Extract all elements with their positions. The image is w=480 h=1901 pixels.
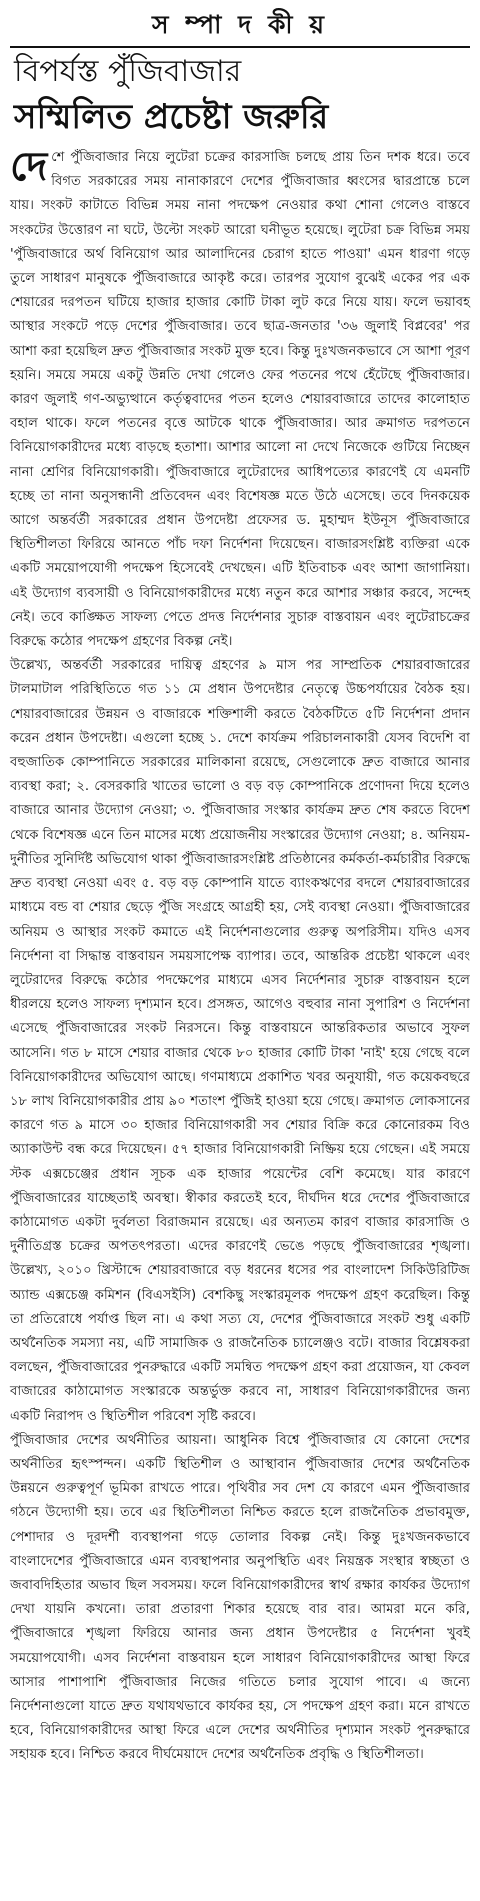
section-label: স ম্পা দ কী য়	[151, 10, 329, 39]
headline: সম্মিলিত প্রচেষ্টা জরুরি	[14, 97, 329, 137]
kicker: বিপর্যস্ত পুঁজিবাজার	[14, 54, 242, 89]
drop-cap: দে	[10, 144, 48, 190]
paragraph-3: পুঁজিবাজার দেশের অর্থনীতির আয়না। আধুনিক বিশ্বে পুঁজিবাজার যে কোনো দেশের অর্থনীতির হৃৎস্পন্দন। একটি স্থিতিশীল ও আস্থাবান পুঁজিবাজার দেশের অর্থনৈতিক উন্নয়নে গুরুত্বপূর্ণ ভূমিকা রাখতে পারে। পৃথিবীর সব দেশ যে কারণে এমন পুঁজিবাজার গঠনে উদ্যোগী হয়। তবে এর স্থিতিশীলতা নিশ্চিত করতে হলে রাজনৈতিক প্রভাবমুক্ত, পেশাদার ও দূরদর্শী ব্যবস্থাপনা গড়ে তোলার বিকল্প নেই। কিন্তু দুঃখজনকভাবে বাংলাদেশের পুঁজিবাজারে এমন ব্যবস্থাপনার অনুপস্থিতি এবং নিয়ন্ত্রক সংস্থার স্বচ্ছতা ও জবাবদিহিতার অভাব ছিল সবসময়। ফলে বিনিয়োগকারীদের স্বার্থ রক্ষার কার্যকর উদ্যোগ দেখা যায়নি কখনো। তারা প্রতারণা শিকার হয়েছে বার বার। আমরা মনে করি, পুঁজিবাজারে শৃঙ্খলা ফিরিয়ে আনার জন্য প্রধান উপদেষ্টার ৫ নির্দেশনা খুবই সময়োপযোগী। এসব নির্দেশনা বাস্তবায়ন হলে সাধারণ বিনিয়োগকারীদের আস্থা ফিরে আসার পাশাপাশি পুঁজিবাজার নিজের গতিতে চলার সুযোগ পাবে। এ জন্যে নির্দেশনাগুলো যাতে দ্রুত যথাযথভাবে কার্যকর হয়, সে পদক্ষেপ গ্রহণ করা। মনে রাখতে হবে, বিনিয়োগকারীদের আস্থা ফিরে এলে দেশের অর্থনীতির দৃশ্যমান সংকট পুনরুদ্ধারে সহায়ক হবে। নিশ্চিত করবে দীর্ঘমেয়াদে দেশের অর্থনৈতিক প্রবৃদ্ধি ও স্থিতিশীলতা।	[10, 1432, 470, 1763]
paragraph-1-text: শে পুঁজিবাজার নিয়ে লুটেরা চক্রের কারসাজি চলছে প্রায় তিন দশক ধরে। তবে বিগত সরকারের সময় নানাকারণে দেশের পুঁজিবাজার ধ্বংসের দ্বারপ্রান্তে চলে যায়। সংকট কাটাতে বিভিন্ন সময় নানা পদক্ষেপ নেওয়ার কথা শোনা গেলেও বাস্তবে সংকটের উত্তোরণ না ঘটে, উল্টো সংকট আরো ঘনীভূত হয়েছে। লুটেরা চক্র বিভিন্ন সময় 'পুঁজিবাজারে অর্থ বিনিয়োগ আর আলাদিনের চেরাগ হাতে পাওয়া' এমন ধারণা গড়ে তুলে সাধারণ মানুষকে পুঁজিবাজারে আকৃষ্ট করে। তারপর সুযোগ বুঝেই একের পর এক শেয়ারের দরপতন ঘটিয়ে হাজার হাজার কোটি টাকা লুট করে নিয়ে যায়। ফলে ভয়াবহ আস্থার সংকটে পড়ে দেশের পুঁজিবাজার। তবে ছাত্র-জনতার '৩৬ জুলাই বিপ্লবের' পর আশা করা হয়েছিল দ্রুত পুঁজিবাজার সংকট মুক্ত হবে। কিন্তু দুঃখজনকভাবে সে আশা পূরণ হয়নি। সময়ে সময়ে একটু উন্নতি দেখা গেলেও ফের পতনের পথে হেঁটেছে পুঁজিবাজার। কারণ জুলাই গণ-অভ্যুত্থানে কর্তৃত্ববাদের পতন হলেও শেয়ারবাজারে তাদের কালোহাত বহাল থাকে। ফলে পতনের বৃত্তে আটকে থাকে পুঁজিবাজার। আর ক্রমাগত দরপতনে বিনিয়োগকারীদের মধ্যে বাড়ছে হতাশা। আশার আলো না দেখে নিজেকে গুটিয়ে নিচ্ছেন নানা শ্রেণির বিনিয়োগকারী। পুঁজিবাজারে লুটেরাদের আধিপত্যের কারণেই যে এমনটি হচ্ছে তা নানা অনুসন্ধানী প্রতিবেদন এবং বিশেষজ্ঞ মতে উঠে এসেছে। তবে দিনকয়েক আগে অন্তর্বর্তী সরকারের প্রধান উপদেষ্টা প্রফেসর ড. মুহাম্মদ ইউনূস পুঁজিবাজারে স্থিতিশীলতা ফিরিয়ে আনতে পাঁচ দফা নির্দেশনা দিয়েছেন। বাজারসংশ্লিষ্ট ব্যক্তিরা একে একটি সময়োপযোগী পদক্ষেপ হিসেবেই দেখছেন। এটি ইতিবাচক এবং আশা জাগানিয়া। এই উদ্যোগ ব্যবসায়ী ও বিনিয়োগকারীদের মধ্যে নতুন করে আশার সঞ্চার করবে, সন্দেহ নেই। তবে কাঙ্ক্ষিত সাফল্য পেতে প্রদত্ত নির্দেশনার সুচারু বাস্তবায়ন এবং লুটেরাচক্রের বিরুদ্ধে কঠোর পদক্ষেপ গ্রহণের বিকল্প নেই।	[10, 150, 470, 650]
divider	[10, 46, 470, 48]
paragraph-1	[10, 146, 470, 654]
paragraph-2: উল্লেখ্য, অন্তর্বর্তী সরকারের দায়িত্ব গ্রহণের ৯ মাস পর সাম্প্রতিক শেয়ারবাজারের টালমাটাল পরিস্থিতিতে গত ১১ মে প্রধান উপদেষ্টার নেতৃত্বে উচ্চপর্যায়ের বৈঠক হয়। শেয়ারবাজারের উন্নয়ন ও বাজারকে শক্তিশালী করতে বৈঠকটিতে ৫টি নির্দেশনা প্রদান করেন প্রধান উপদেষ্টা। এগুলো হচ্ছে ১. দেশে কার্যক্রম পরিচালনাকারী যেসব বিদেশি বা বহুজাতিক কোম্পানিতে সরকারের মালিকানা রয়েছে, সেগুলোকে দ্রুত বাজারে আনার ব্যবস্থা করা; ২. বেসরকারি খাতের ভালো ও বড় বড় কোম্পানিকে প্রণোদনা দিয়ে হলেও বাজারে আনার উদ্যোগ নেওয়া; ৩. পুঁজিবাজার সংস্কার কার্যক্রম দ্রুত শেষ করতে বিদেশ থেকে বিশেষজ্ঞ এনে তিন মাসের মধ্যে প্রয়োজনীয় সংস্কারের উদ্যোগ নেওয়া; ৪. অনিয়ম-দুর্নীতির সুনির্দিষ্ট অভিযোগ থাকা পুঁজিবাজারসংশ্লিষ্ট প্রতিষ্ঠানের কর্মকর্তা-কর্মচারীর বিরুদ্ধে দ্রুত ব্যবস্থা নেওয়া এবং ৫. বড় বড় কোম্পানি যাতে ব্যাংকঋণের বদলে শেয়ারবাজারের মাধ্যমে বন্ড বা শেয়ার ছেড়ে পুঁজি সংগ্রহে আগ্রহী হয়, সেই ব্যবস্থা নেওয়া। পুঁজিবাজারের অনিয়ম ও আস্থার সংকট কমাতে এই নির্দেশনাগুলোর গুরুত্ব অপরিসীম। যদিও এসব নির্দেশনা বা সিদ্ধান্ত বাস্তবায়ন সময়সাপেক্ষ ব্যাপার। তবে, আন্তরিক প্রচেষ্টা থাকলে এবং লুটেরাদের বিরুদ্ধে কঠোর পদক্ষেপের মাধ্যমে এসব নির্দেশনার সুচারু বাস্তবায়ন হলে ধীরলয়ে হলেও সাফল্য দৃশ্যমান হবে। প্রসঙ্গত, আগেও বহুবার নানা সুপারিশ ও নির্দেশনা এসেছে পুঁজিবাজারের সংকট নিরসনে। কিন্তু বাস্তবায়নে আন্তরিকতার অভাবে সুফল আসেনি। গত ৮ মাসে শেয়ার বাজার থেকে ৮০ হাজার কোটি টাকা 'নাই' হয়ে গেছে বলে বিনিয়োগকারীদের অভিযোগ আছে। গণমাধ্যমে প্রকাশিত খবর অনুযায়ী, গত কয়েকবছরে ১৮ লাখ বিনিয়োগকারীর প্রায় ৯০ শতাংশ পুঁজিই হাওয়া হয়ে গেছে। ক্রমাগত লোকসানের কারণে গত ৯ মাসে ৩০ হাজার বিনিয়োগকারী সব শেয়ার বিক্রি করে কোনোরকম বিও অ্যাকাউন্ট বন্ধ করে দিয়েছেন। ৫৭ হাজার বিনিয়োগকারী নিষ্ক্রিয় হয়ে গেছেন। এই সময়ে স্টক এক্সচেঞ্জের প্রধান সূচক এক হাজার পয়েন্টের বেশি কমেছে। যার কারণে পুঁজিবাজারের যাচ্ছেতাই অবস্থা। স্বীকার করতেই হবে, দীর্ঘদিন ধরে দেশের পুঁজিবাজারে কাঠামোগত একটা দুর্বলতা বিরাজমান রয়েছে। এর অন্যতম কারণ বাজার কারসাজি ও দুর্নীতিগ্রস্ত চক্রের অপতৎপরতা। এদের কারণেই ভেঙে পড়ছে পুঁজিবাজারের শৃঙ্খলা। উল্লেখ্য, ২০১০ খ্রিস্টাব্দে শেয়ারবাজারে বড় ধরনের ধসের পর বাংলাদেশ সিকিউরিটিজ অ্যান্ড এক্সচেঞ্জ কমিশন (বিএসইসি) বেশকিছু সংস্কারমূলক পদক্ষেপ গ্রহণ করেছিল। কিন্তু তা প্রতিরোধে পর্যাপ্ত ছিল না। এ কথা সত্য যে, দেশের পুঁজিবাজারে সংকট শুধু একটি অর্থনৈতিক সমস্যা নয়, এটি সামাজিক ও রাজনৈতিক চ্যালেঞ্জও বটে। বাজার বিশ্লেষকরা বলছেন, পুঁজিবাজারের পুনরুদ্ধারে একটি সমন্বিত পদক্ষেপ গ্রহণ করা প্রয়োজন, যা কেবল বাজারের কাঠামোগত সংস্কারকে অন্তর্ভুক্ত করবে না, সাধারণ বিনিয়োগকারীদের জন্য একটি নিরাপদ ও স্থিতিশীল পরিবেশ সৃষ্টি করবে।	[10, 658, 470, 1424]
article-body	[10, 146, 470, 1768]
